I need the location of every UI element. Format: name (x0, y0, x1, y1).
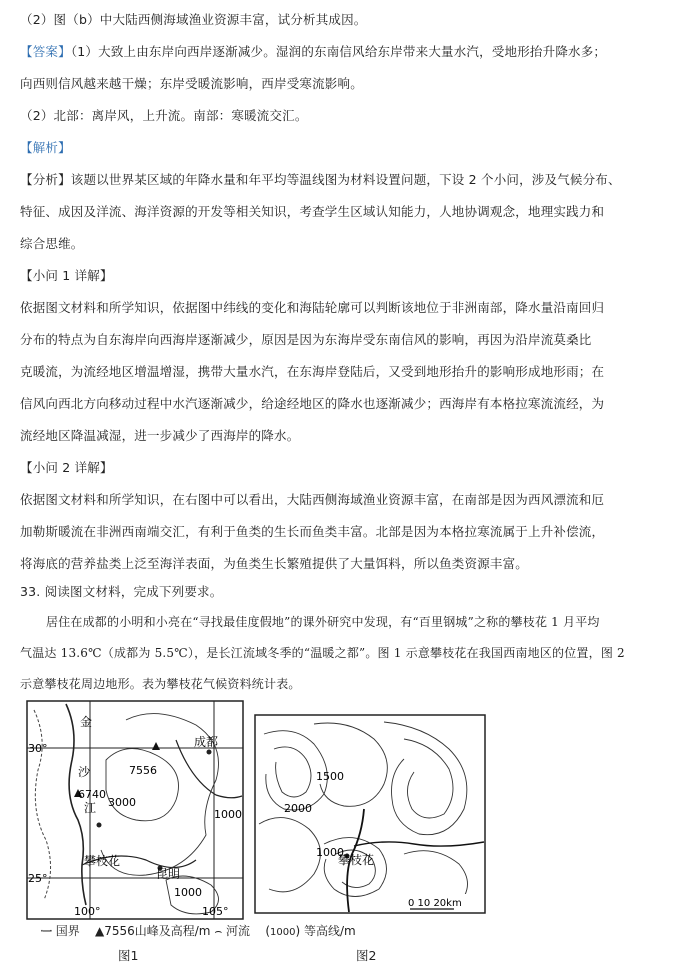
fenxi-line-1: 【分析】该题以世界某区域的年降水量和年平均等温线图为材料设置问题，下设 2 个小问，涉及气候分布、 (20, 172, 621, 187)
sub1-line-3: 克暖流，为流经地区增温增湿，携带大量水汽，在东海岸登陆后，又受到地形抬升的影响形成地形雨；在 (20, 364, 605, 379)
legend-border: 国界 (55, 924, 80, 938)
label-panzhihua: 攀枝花 (84, 854, 121, 868)
fenxi-line-3: 综合思维。 (20, 236, 84, 251)
label-jiang: 江 (84, 801, 97, 815)
label-lon105: 105° (202, 905, 229, 918)
label-kunming: 昆明 (156, 867, 181, 881)
figure-2-svg (254, 714, 486, 914)
river-legend-icon: ⌢ (214, 924, 223, 938)
figure-1-caption: 图1 (118, 948, 139, 963)
q33-title: 33. 阅读图文材料，完成下列要求。 (20, 584, 223, 599)
label-contour-1000-b: 1000 (174, 886, 202, 899)
sub1-line-2: 分布的特点为自东海岸向西海岸逐渐减少，原因是因为东海岸受东南信风的影响，再因为沿岸流莫桑比 (20, 332, 592, 347)
figure-2-map (254, 714, 486, 914)
label-lat25: 25° (28, 872, 48, 885)
legend-peak: 7556山峰及高程/m (104, 924, 211, 938)
q2-prompt: （2）图（b）中大陆西侧海域渔业资源丰富，试分析其成因。 (20, 12, 367, 27)
sub2-line-1: 依据图文材料和所学知识，在右图中可以看出，大陆西侧海域渔业资源丰富，在南部是因为西风漂流和厄 (20, 492, 605, 507)
label-panzhihua-2: 攀枝花 (338, 853, 375, 867)
border-legend-icon: ·─· (40, 924, 52, 938)
analysis-tag: 【解析】 (20, 140, 71, 155)
answer-line-2: 向西则信风越来越干燥；东岸受暖流影响，西岸受寒流影响。 (20, 76, 363, 91)
panzhihua-city-icon (97, 823, 102, 828)
sub2-line-3: 将海底的营养盐类上泛至海洋表面，为鱼类生长繁殖提供了大量饵料，所以鱼类资源丰富。 (20, 556, 529, 571)
label-lat30: 30° (28, 742, 48, 755)
sub1-title: 【小问 1 详解】 (20, 268, 113, 283)
legend-contour: 等高线/m (303, 924, 356, 938)
sub1-line-5: 流经地区降温减湿，进一步减少了西海岸的降水。 (20, 428, 300, 443)
label-contour-1500: 1500 (316, 770, 344, 783)
label-sha: 沙 (78, 765, 91, 779)
q33-line-3: 示意攀枝花周边地形。表为攀枝花气候资料统计表。 (20, 677, 301, 691)
figure-1-frame (27, 701, 243, 919)
label-chengdu: 成都 (194, 735, 219, 749)
label-contour-1000-a: 1000 (214, 808, 242, 821)
label-jin: 金 (80, 715, 93, 729)
label-lon100: 100° (74, 905, 101, 918)
sub2-title: 【小问 2 详解】 (20, 460, 113, 475)
fenxi-line-2: 特征、成因及洋流、海洋资源的开发等相关知识，考查学生区域认知能力，人地协调观念，地理实践力和 (20, 204, 605, 219)
contour-legend-icon-end: ) (295, 924, 301, 938)
legend-river: 河流 (226, 924, 251, 938)
sub2-line-2: 加勒斯暖流在非洲西南端交汇，有利于鱼类的生长而鱼类丰富。北部是因为本格拉寒流属于上升补偿流， (20, 524, 605, 539)
sub1-line-1: 依据图文材料和所学知识，依据图中纬线的变化和海陆轮廓可以判断该地位于非洲南部，降水量沿南回归 (20, 300, 605, 315)
answer-line-1 (20, 42, 606, 60)
sub1-line-4: 信风向西北方向移动过程中水汽逐渐减少，给途经地区的降水也逐渐减少；西海岸有本格拉寒流流经，为 (20, 396, 605, 411)
peak-legend-icon: ▲ (94, 924, 105, 938)
figure-2-caption: 图2 (356, 948, 377, 963)
label-contour-2000: 2000 (284, 802, 312, 815)
label-peak-7556: 7556 (129, 764, 157, 777)
legend-contour-num: 1000 (270, 927, 296, 938)
label-contour-3000: 3000 (108, 796, 136, 809)
answer-part1-a: （1）大致上由东岸向西岸逐渐减少。湿润的东南信风给东岸带来大量水汽，受地形抬升降水多； (70, 44, 607, 59)
q33-line-1: 居住在成都的小明和小亮在“寻找最佳度假地”的课外研究中发现，有“百里钢城”之称的攀枝花 1 月平均 (46, 615, 600, 629)
map-legend (40, 922, 356, 939)
label-contour-1000: 1000 (316, 846, 344, 859)
figure-1-svg (26, 700, 244, 920)
answer-tag: 【答案】 (20, 44, 71, 59)
label-peak-6740: 6740 (78, 788, 106, 801)
answer-line-3: （2）北部：离岸风，上升流。南部：寒暖流交汇。 (20, 108, 308, 123)
label-scale: 0 10 20km (408, 898, 462, 909)
contour-legend-icon: ( (265, 924, 271, 938)
figure-1-map (26, 700, 244, 920)
chengdu-city-icon (207, 750, 212, 755)
q33-line-2: 气温达 13.6℃（成都为 5.5℃），是长江流域冬季的“温暖之都”。图 1 示意攀枝花在我国西南地区的位置，图 2 (20, 646, 625, 660)
